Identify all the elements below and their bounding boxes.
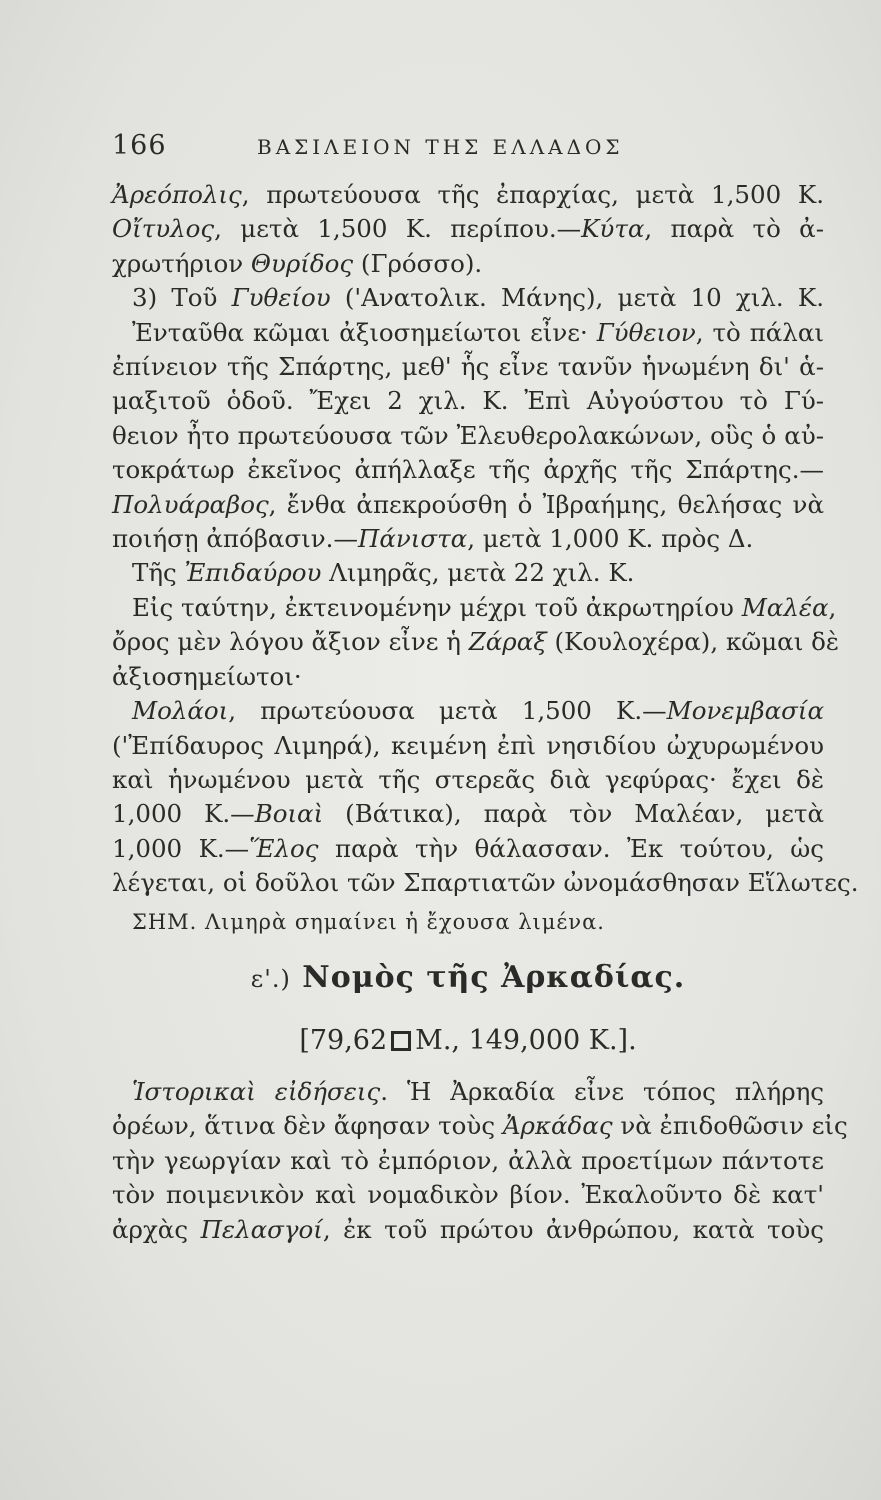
text-line: 3) Τοῦ Γυθείου ('Ανατολικ. Μάνης), μετὰ 10 χιλ. Κ. bbox=[132, 283, 824, 313]
text-line: ποιήσῃ ἀπόβασιν.—Πάνιστα, μετὰ 1,000 Κ. πρὸς Δ. bbox=[112, 524, 754, 554]
text-line: τὸν ποιμενικὸν καὶ νομαδικὸν βίον. Ἐκαλοῦντο δὲ κατ' bbox=[112, 1180, 824, 1210]
stats-area: [79,62 bbox=[299, 1024, 388, 1056]
note-text: Λιμηρὰ σημαίνει ἡ ἔχουσα λιμένα. bbox=[197, 909, 605, 934]
text-line: ἀρχὰς Πελασγοί, ἐκ τοῦ πρώτου ἀνθρώπου, κατὰ τοὺς bbox=[112, 1214, 824, 1244]
square-icon bbox=[391, 1031, 411, 1051]
section-heading bbox=[112, 953, 824, 1003]
text-line: Οἴτυλος, μετὰ 1,500 Κ. περίπου.—Κύτα, παρὰ τὸ ἀ- bbox=[112, 214, 824, 244]
text-line: θειον ἦτο πρωτεύουσα τῶν Ἐλευθερολακώνων, οὓς ὁ αὐ- bbox=[112, 420, 824, 450]
section-number: ε'.) bbox=[250, 964, 291, 993]
text-line: 1,000 Κ.—Ἕλος παρὰ τὴν θάλασσαν. Ἐκ τούτου, ὡς bbox=[112, 833, 824, 863]
section-stats bbox=[112, 1017, 824, 1065]
text-line: Μολάοι, πρωτεύουσα μετὰ 1,500 Κ.—Μονεμβασία bbox=[132, 696, 824, 726]
running-head: ΒΑΣΙΛΕΙΟΝ ΤΗΣ ΕΛΛΑΔΟΣ bbox=[257, 135, 624, 159]
text-line: Τῆς Ἐπιδαύρου Λιμηρᾶς, μετὰ 22 χιλ. Κ. bbox=[132, 558, 635, 588]
text-line: Εἰς ταύτην, ἐκτεινομένην μέχρι τοῦ ἀκρωτηρίου Μαλέα, bbox=[132, 592, 837, 622]
text-line: Ἀρεόπολις, πρωτεύουσα τῆς ἐπαρχίας, μετὰ 1,500 Κ. bbox=[112, 180, 824, 209]
stats-population: Μ., 149,000 Κ.]. bbox=[415, 1024, 637, 1056]
text-line: ('Ἐπίδαυρος Λιμηρά), κειμένη ἐπὶ νησιδίου ὠχυρωμένου bbox=[112, 730, 824, 760]
text-line: τὴν γεωργίαν καὶ τὸ ἐμπόριον, ἀλλὰ προετίμων πάντοτε bbox=[112, 1145, 824, 1175]
text-line: ὄρος μὲν λόγου ἄξιον εἶνε ἡ Ζάραξ (Κουλοχέρα), κῶμαι δὲ bbox=[112, 627, 839, 657]
body-text bbox=[112, 178, 859, 1247]
text-line: χρωτήριον Θυρίδος (Γρόσσο). bbox=[112, 248, 483, 278]
text-line: καὶ ἡνωμένου μετὰ τῆς στερεᾶς διὰ γεφύρας· ἔχει δὲ bbox=[112, 764, 824, 794]
text-line: μαξιτοῦ ὁδοῦ. Ἔχει 2 χιλ. Κ. Ἐπὶ Αὐγούστου τὸ Γύ- bbox=[112, 386, 824, 416]
text-line: ὀρέων, ἅτινα δὲν ἄφησαν τοὺς Ἀρκάδας νὰ ἐπιδοθῶσιν εἰς bbox=[112, 1111, 848, 1141]
text-line: Πολυάραβος, ἔνθα ἀπεκρούσθη ὁ Ἰβραήμης, θελήσας νὰ bbox=[112, 489, 824, 519]
text-line: ἐπίνειον τῆς Σπάρτης, μεθ' ἧς εἶνε τανῦν ἡνωμένη δι' ἁ- bbox=[112, 352, 824, 382]
text-line: λέγεται, οἱ δοῦλοι τῶν Σπαρτιατῶν ὠνομάσθησαν Εἵλωτες. bbox=[112, 868, 859, 898]
text-line: ἀξιοσημείωτοι· bbox=[112, 661, 302, 691]
text-line: Ἱστορικαὶ εἰδήσεις. Ἡ Ἀρκαδία εἶνε τόπος πλήρης bbox=[132, 1076, 824, 1106]
text-line: 1,000 Κ.—Βοιαὶ (Βάτικα), παρὰ τὸν Μαλέαν, μετὰ bbox=[112, 799, 824, 829]
section-title: Νομὸς τῆς Ἀρκαδίας. bbox=[302, 959, 686, 995]
text-line: τοκράτωρ ἐκεῖνος ἀπήλλαξε τῆς ἀρχῆς τῆς Σπάρτης.— bbox=[112, 455, 824, 485]
note-label: ΣΗΜ. bbox=[132, 909, 198, 934]
footnote bbox=[112, 905, 824, 939]
page-number: 166 bbox=[112, 130, 167, 161]
text-line: Ἐνταῦθα κῶμαι ἀξιοσημείωτοι εἶνε· Γύθειον, τὸ πάλαι bbox=[132, 317, 824, 347]
page-header bbox=[112, 130, 802, 170]
